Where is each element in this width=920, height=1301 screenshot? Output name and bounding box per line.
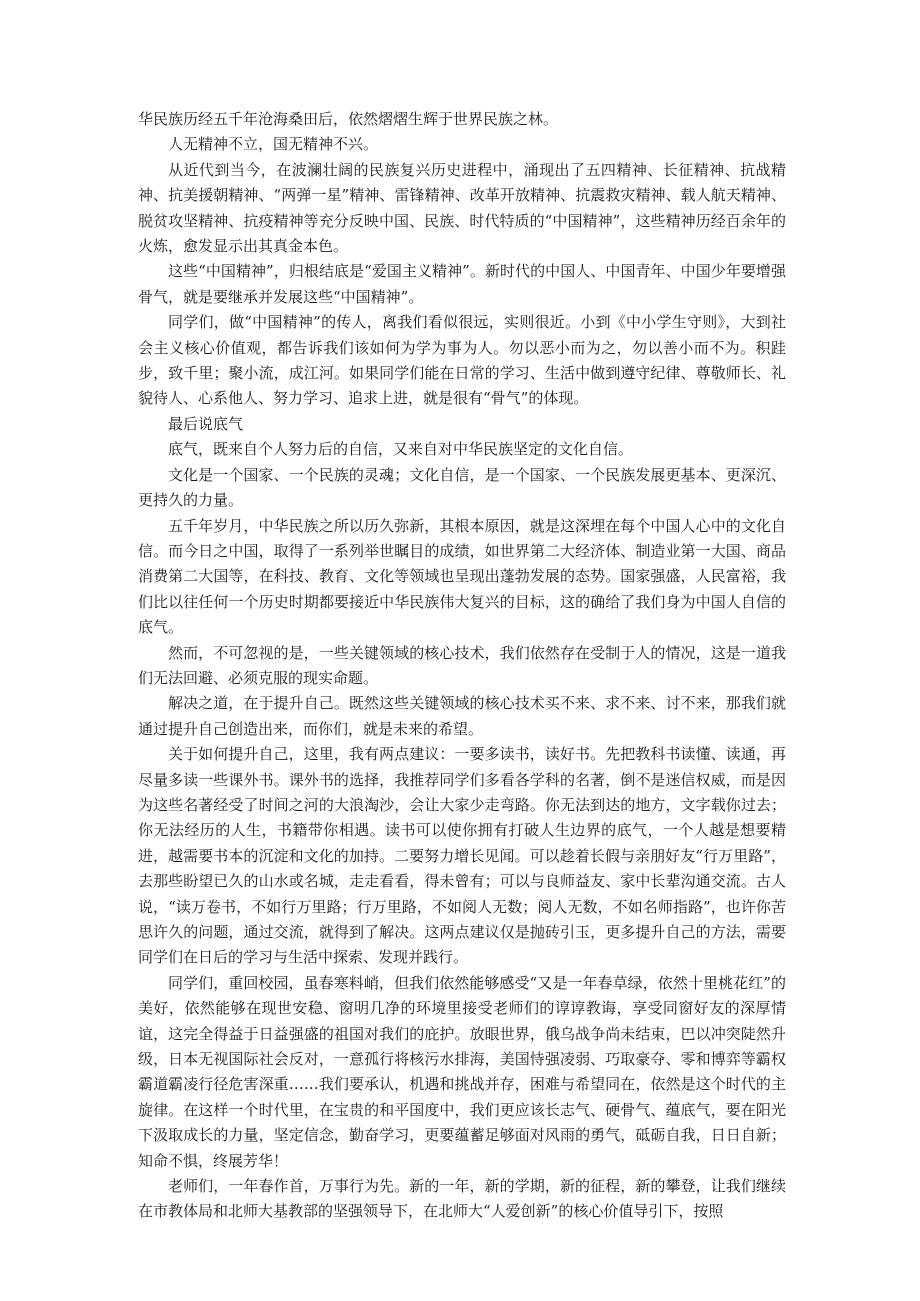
paragraph: 同学们，重回校园，虽春寒料峭，但我们依然能够感受“又是一年春草绿，依然十里桃花红”的美好，依然能够在现世安稳、窗明几净的环境里接受老师们的谆谆教诲，享受同窗好友的深厚情谊，这完全得益于日益强盛的祖国对我们的庇护。放眼世界，俄乌战争尚未结束，巴以冲突陡然升级，日本无视国际社会反对，一意孤行将核污水排海，美国恃强凌弱、巧取豪夺、零和博弈等霸权霸道霸凌行径危害深重……我们要承认，机遇和挑战并存，困难与希望同在，依然是这个时代的主旋律。在这样一个时代里，在宝贵的和平国度中，我们更应该长志气、硬骨气、蕴底气，要在阳光下汲取成长的力量，坚定信念，勤奋学习，更要蕴蓄足够面对风雨的勇气，砥砺自我，日日自新；知命不惧，终展芳华！ — [138, 973, 786, 1170]
paragraph: 从近代到当今，在波澜壮阔的民族复兴历史进程中，涌现出了五四精神、长征精神、抗战精神、抗美援朝精神、“两弹一星”精神、雷锋精神、改革开放精神、抗震救灾精神、载人航天精神、脱贫攻坚精神、抗疫精神等充分反映中国、民族、时代特质的“中国精神”，这些精神历经百余年的火炼，愈发显示出其真金本色。 — [138, 160, 786, 256]
paragraph: 解决之道，在于提升自己。既然这些关键领域的核心技术买不来、求不来、讨不来，那我们就通过提升自己创造出来，而你们，就是未来的希望。 — [138, 694, 786, 738]
paragraph: 人无精神不立，国无精神不兴。 — [168, 135, 379, 154]
paragraph: 同学们，做“中国精神”的传人，离我们看似很远，实则很近。小到《中小学生守则》，大到社会主义核心价值观，都告诉我们该如何为学为事为人。勿以恶小而为之，勿以善小而不为。积跬步，致千里；聚小流，成江河。如果同学们能在日常的学习、生活中做到遵守纪律、尊敬师长、礼貌待人、心系他人、努力学习、追求上进，就是很有“骨气”的体现。 — [138, 313, 786, 408]
document-body — [138, 107, 786, 1225]
paragraph: 文化是一个国家、一个民族的灵魂；文化自信，是一个国家、一个民族发展更基本、更深沉、更持久的力量。 — [138, 465, 786, 510]
paragraph: 这些“中国精神”，归根结底是“爱国主义精神”。新时代的中国人、中国青年、中国少年要增强骨气，就是要继承并发展这些“中国精神”。 — [138, 262, 786, 306]
section-heading: 最后说底气 — [168, 414, 244, 433]
paragraph: 然而，不可忽视的是，一些关键领域的核心技术，我们依然存在受制于人的情况，这是一道我们无法回避、必须克服的现实命题。 — [138, 643, 786, 687]
paragraph: 老师们，一年春作首，万事行为先。新的一年，新的学期，新的征程，新的攀登，让我们继续在市教体局和北师大基教部的坚强领导下，在北师大“人爱创新”的核心价值导引下，按照 — [138, 1177, 786, 1221]
paragraph: 底气，既来自个人努力后的自信，又来自对中华民族坚定的文化自信。 — [168, 440, 634, 459]
paragraph: 五千年岁月，中华民族之所以历久弥新，其根本原因，就是这深埋在每个中国人心中的文化自信。而今日之中国，取得了一系列举世瞩目的成绩，如世界第二大经济体、制造业第一大国、商品消费第二大国等，在科技、教育、文化等领域也呈现出蓬勃发展的态势。国家强盛，人民富裕，我们比以往任何一个历史时期都要接近中华民族伟大复兴的目标，这的确给了我们身为中国人自信的底气。 — [138, 516, 786, 637]
paragraph-continuation: 华民族历经五千年沧海桑田后，依然熠熠生辉于世界民族之林。 — [138, 110, 559, 128]
paragraph: 关于如何提升自己，这里，我有两点建议：一要多读书，读好书。先把教科书读懂、读通，再尽量多读一些课外书。课外书的选择，我推荐同学们多看各学科的名著，倒不是迷信权威，而是因为这些名著经受了时间之河的大浪淘沙，会让大家少走弯路。你无法到达的地方，文字载你过去；你无法经历的人生，书籍带你相遇。读书可以使你拥有打破人生边界的底气，一个人越是想要精进，越需要书本的沉淀和文化的加持。二要努力增长见闻。可以趁着长假与亲朋好友“行万里路”，去那些盼望已久的山水或名城，走走看看，得未曾有；可以与良师益友、家中长辈沟通交流。古人说，“读万卷书，不如行万里路；行万里路，不如阅人无数；阅人无数，不如名师指路”，也许你苦思许久的问题，通过交流，就得到了解决。这两点建议仅是抛砖引玉，更多提升自己的方法，需要同学们在日后的学习与生活中探索、发现并践行。 — [138, 745, 786, 967]
